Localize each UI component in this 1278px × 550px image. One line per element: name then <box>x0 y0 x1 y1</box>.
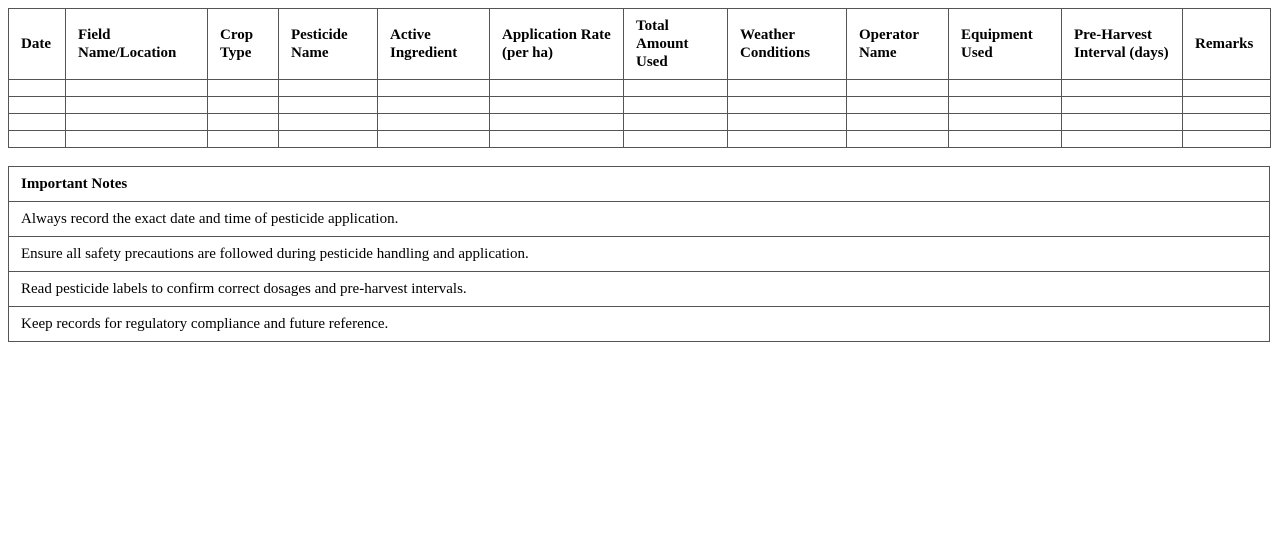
table-cell[interactable] <box>847 97 949 114</box>
table-cell[interactable] <box>66 80 208 97</box>
table-cell[interactable] <box>9 131 66 148</box>
table-cell[interactable] <box>624 114 728 131</box>
table-cell[interactable] <box>279 114 378 131</box>
table-cell[interactable] <box>728 114 847 131</box>
table-cell[interactable] <box>378 131 490 148</box>
table-cell[interactable] <box>490 80 624 97</box>
table-cell[interactable] <box>1183 114 1271 131</box>
column-header-operator-name: Operator Name <box>847 9 949 80</box>
table-cell[interactable] <box>9 80 66 97</box>
table-cell[interactable] <box>624 97 728 114</box>
table-cell[interactable] <box>1183 80 1271 97</box>
table-cell[interactable] <box>490 97 624 114</box>
table-cell[interactable] <box>1183 97 1271 114</box>
table-row <box>9 97 1271 114</box>
table-cell[interactable] <box>378 114 490 131</box>
table-cell[interactable] <box>949 114 1062 131</box>
table-cell[interactable] <box>378 80 490 97</box>
table-cell[interactable] <box>847 80 949 97</box>
table-cell[interactable] <box>66 97 208 114</box>
column-header-crop-type: Crop Type <box>208 9 279 80</box>
column-header-weather-conditions: Weather Conditions <box>728 9 847 80</box>
column-header-active-ingredient: Active Ingredient <box>378 9 490 80</box>
table-cell[interactable] <box>1062 80 1183 97</box>
important-notes-table <box>8 166 1270 342</box>
table-cell[interactable] <box>490 114 624 131</box>
note-item: Ensure all safety precautions are followed during pesticide handling and application. <box>9 237 1270 272</box>
table-cell[interactable] <box>9 97 66 114</box>
table-cell[interactable] <box>949 80 1062 97</box>
table-cell[interactable] <box>624 131 728 148</box>
table-row <box>9 114 1271 131</box>
table-cell[interactable] <box>66 131 208 148</box>
table-cell[interactable] <box>1062 114 1183 131</box>
table-cell[interactable] <box>1062 131 1183 148</box>
column-header-equipment-used: Equipment Used <box>949 9 1062 80</box>
column-header-date: Date <box>9 9 66 80</box>
table-cell[interactable] <box>9 114 66 131</box>
table-cell[interactable] <box>490 131 624 148</box>
table-cell[interactable] <box>728 80 847 97</box>
table-cell[interactable] <box>728 131 847 148</box>
table-cell[interactable] <box>279 80 378 97</box>
table-cell[interactable] <box>279 97 378 114</box>
table-cell[interactable] <box>949 131 1062 148</box>
table-cell[interactable] <box>378 97 490 114</box>
note-item: Keep records for regulatory compliance and future reference. <box>9 307 1270 342</box>
column-header-total-amount-used: Total Amount Used <box>624 9 728 80</box>
table-cell[interactable] <box>279 131 378 148</box>
table-cell[interactable] <box>66 114 208 131</box>
column-header-field-name-location: Field Name/Location <box>66 9 208 80</box>
table-cell[interactable] <box>624 80 728 97</box>
column-header-remarks: Remarks <box>1183 9 1271 80</box>
table-cell[interactable] <box>847 131 949 148</box>
column-header-pre-harvest-interval: Pre-Harvest Interval (days) <box>1062 9 1183 80</box>
table-cell[interactable] <box>728 97 847 114</box>
table-cell[interactable] <box>208 97 279 114</box>
pesticide-log-table <box>8 8 1271 148</box>
column-header-pesticide-name: Pesticide Name <box>279 9 378 80</box>
header-row <box>9 9 1271 80</box>
table-cell[interactable] <box>208 80 279 97</box>
column-header-application-rate: Application Rate (per ha) <box>490 9 624 80</box>
table-cell[interactable] <box>949 97 1062 114</box>
table-cell[interactable] <box>208 131 279 148</box>
table-cell[interactable] <box>208 114 279 131</box>
table-cell[interactable] <box>1183 131 1271 148</box>
table-cell[interactable] <box>1062 97 1183 114</box>
table-row <box>9 80 1271 97</box>
note-item: Read pesticide labels to confirm correct dosages and pre-harvest intervals. <box>9 272 1270 307</box>
table-cell[interactable] <box>847 114 949 131</box>
note-item: Always record the exact date and time of pesticide application. <box>9 202 1270 237</box>
notes-title: Important Notes <box>9 167 1270 202</box>
table-row <box>9 131 1271 148</box>
